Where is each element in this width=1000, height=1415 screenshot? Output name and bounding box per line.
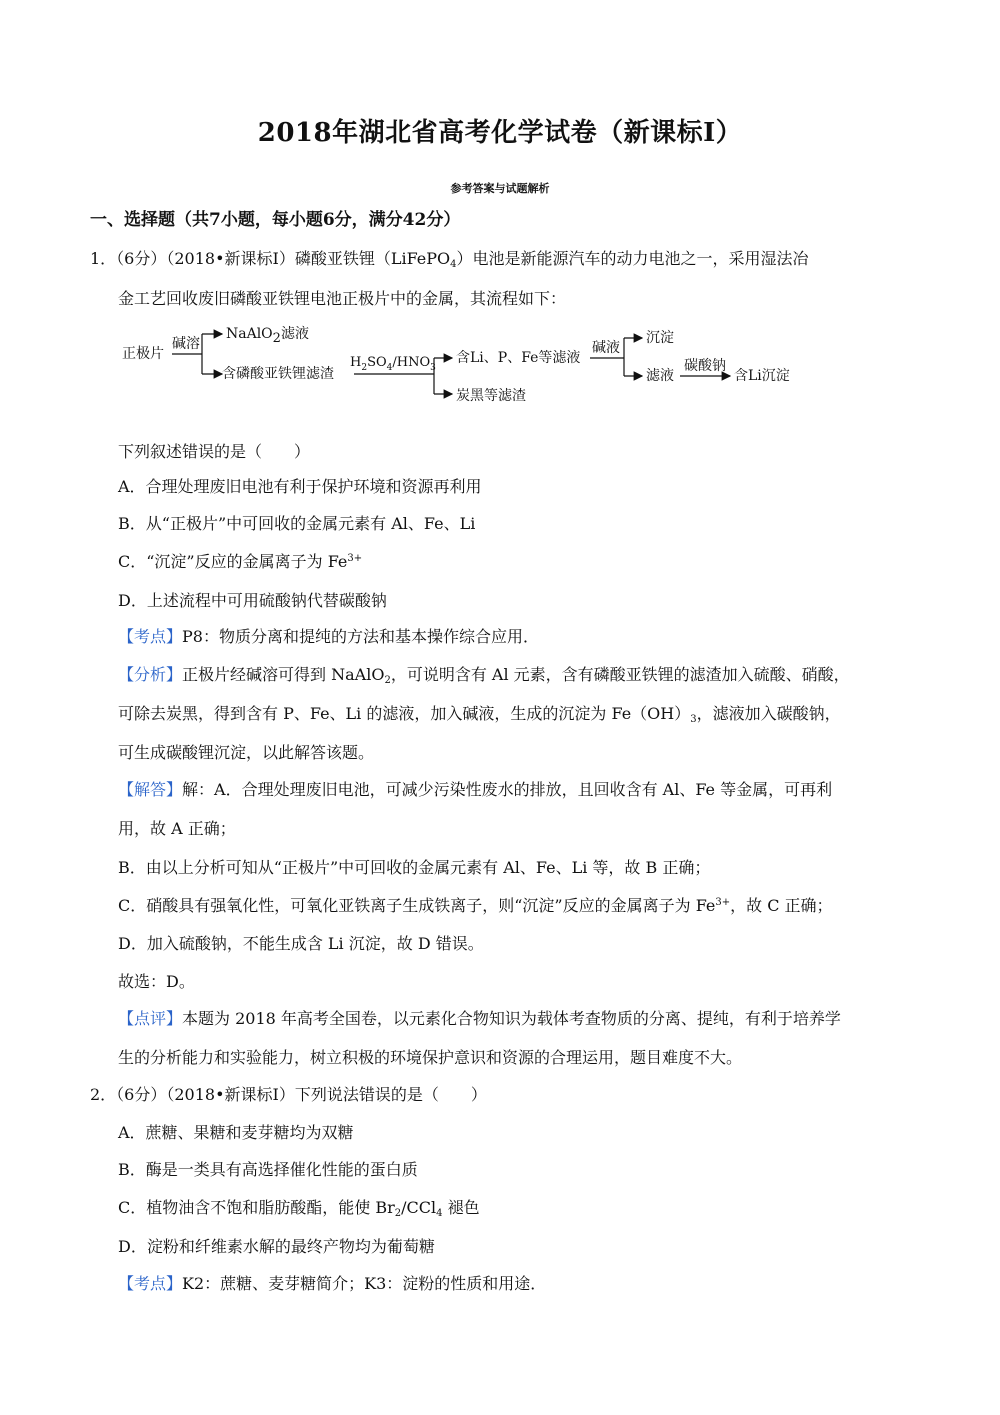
flow-alkali-dissolve: 碱溶: [172, 336, 200, 352]
q1-jieda-line4: C．硝酸具有强氧化性，可氧化亚铁离子生成铁离子，则“沉淀”反应的金属离子为 $Fe^{3+}$，故 C 正确；: [118, 896, 833, 915]
page-title: 2018年湖北省高考化学试卷（新课标Ⅰ）: [257, 118, 743, 148]
q1-dianping-line1: 【点评】本题为 2018 年高考全国卷，以元素化合物知识为载体考查物质的分离、提纯，有利于培养学: [118, 1009, 841, 1028]
q1-fenxi-line3: 可生成碳酸锂沉淀，以此解答该题。: [118, 743, 375, 762]
q1-option-b: B．从“正极片”中可回收的金属元素有 Al、Fe、Li: [118, 514, 476, 533]
flow-acid: $H_2SO_4/HNO_3$: [350, 355, 436, 373]
q1-jieda-line3: B．由以上分析可知从“正极片”中可回收的金属元素有 Al、Fe、Li 等，故 B 正确；: [118, 858, 711, 877]
section-heading: 一、选择题（共7小题，每小题6分，满分42分）: [90, 210, 461, 230]
flow-residue: 含磷酸亚铁锂滤渣: [222, 366, 334, 382]
flow-sodium-carbonate: 碳酸钠: [684, 358, 726, 374]
q1-jieda-line2: 用，故 A 正确；: [118, 819, 236, 838]
q1-stem-line1: 1．（6分）（2018•新课标Ⅰ）磷酸亚铁锂（LiFePO$_4$）电池是新能源汽车的动力电池之一，采用湿法冶: [90, 249, 809, 270]
q1-dianping-line2: 生的分析能力和实验能力，树立积极的环境保护意识和资源的合理运用，题目难度不大。: [118, 1048, 743, 1067]
q1-option-c: C．“沉淀”反应的金属离子为 $Fe^{3+}$: [118, 552, 363, 571]
q1-fenxi-line1: 【分析】正极片经碱溶可得到 NaAlO$_2$，可说明含有 Al 元素，含有磷酸亚铁锂的滤渣加入硫酸、硝酸，: [118, 665, 850, 686]
process-flowchart: [118, 318, 838, 414]
flow-filtrate-2: 滤液: [646, 368, 674, 384]
page-subtitle: 参考答案与试题解析: [450, 182, 550, 195]
q2-option-d: D．淀粉和纤维素水解的最终产物均为葡萄糖: [118, 1237, 435, 1256]
q1-option-d: D．上述流程中可用硫酸钠代替碳酸钠: [118, 591, 387, 610]
q1-stem-line2: 金工艺回收废旧磷酸亚铁锂电池正极片中的金属，其流程如下：: [118, 289, 567, 308]
q2-option-b: B．酶是一类具有高选择催化性能的蛋白质: [118, 1160, 418, 1179]
q1-ask: 下列叙述错误的是（ ）: [118, 442, 311, 461]
flow-start: 正极片: [122, 346, 164, 362]
q2-stem: 2．（6分）（2018•新课标Ⅰ）下列说法错误的是（ ）: [90, 1085, 487, 1104]
q1-kaodian: 【考点】P8：物质分离和提纯的方法和基本操作综合应用．: [118, 627, 539, 646]
q2-option-c: C．植物油含不饱和脂肪酸酯，能使 $Br_2/CCl_4$ 褪色: [118, 1198, 480, 1219]
flow-carbon-residue: 炭黑等滤渣: [456, 388, 526, 404]
q2-option-a: A．蔗糖、果糖和麦芽糖均为双糖: [118, 1123, 354, 1142]
flow-precipitate: 沉淀: [646, 330, 674, 346]
flow-naalo2-filtrate: NaAlO2滤液: [226, 326, 309, 346]
q1-fenxi-line2: 可除去炭黑，得到含有 P、Fe、Li 的滤液，加入碱液，生成的沉淀为 $Fe(OH)_3$，滤液加入碳酸钠，: [118, 704, 841, 725]
q1-jieda-line5: D．加入硫酸钠，不能生成含 Li 沉淀，故 D 错误。: [118, 934, 484, 953]
flow-filtrate: 含Li、P、Fe等滤液: [456, 350, 581, 366]
q1-option-a: A．合理处理废旧电池有利于保护环境和资源再利用: [118, 477, 482, 496]
flow-alkali-liquid: 碱液: [592, 340, 620, 356]
q2-kaodian: 【考点】K2：蔗糖、麦芽糖简介；K3：淀粉的性质和用途．: [118, 1274, 547, 1293]
q1-jieda-line1: 【解答】解：A．合理处理废旧电池，可减少污染性废水的排放，且回收含有 Al、Fe 等金属，可再利: [118, 780, 833, 799]
q1-answer: 故选：D。: [118, 972, 195, 991]
flow-li-precipitate: 含Li沉淀: [734, 368, 790, 384]
